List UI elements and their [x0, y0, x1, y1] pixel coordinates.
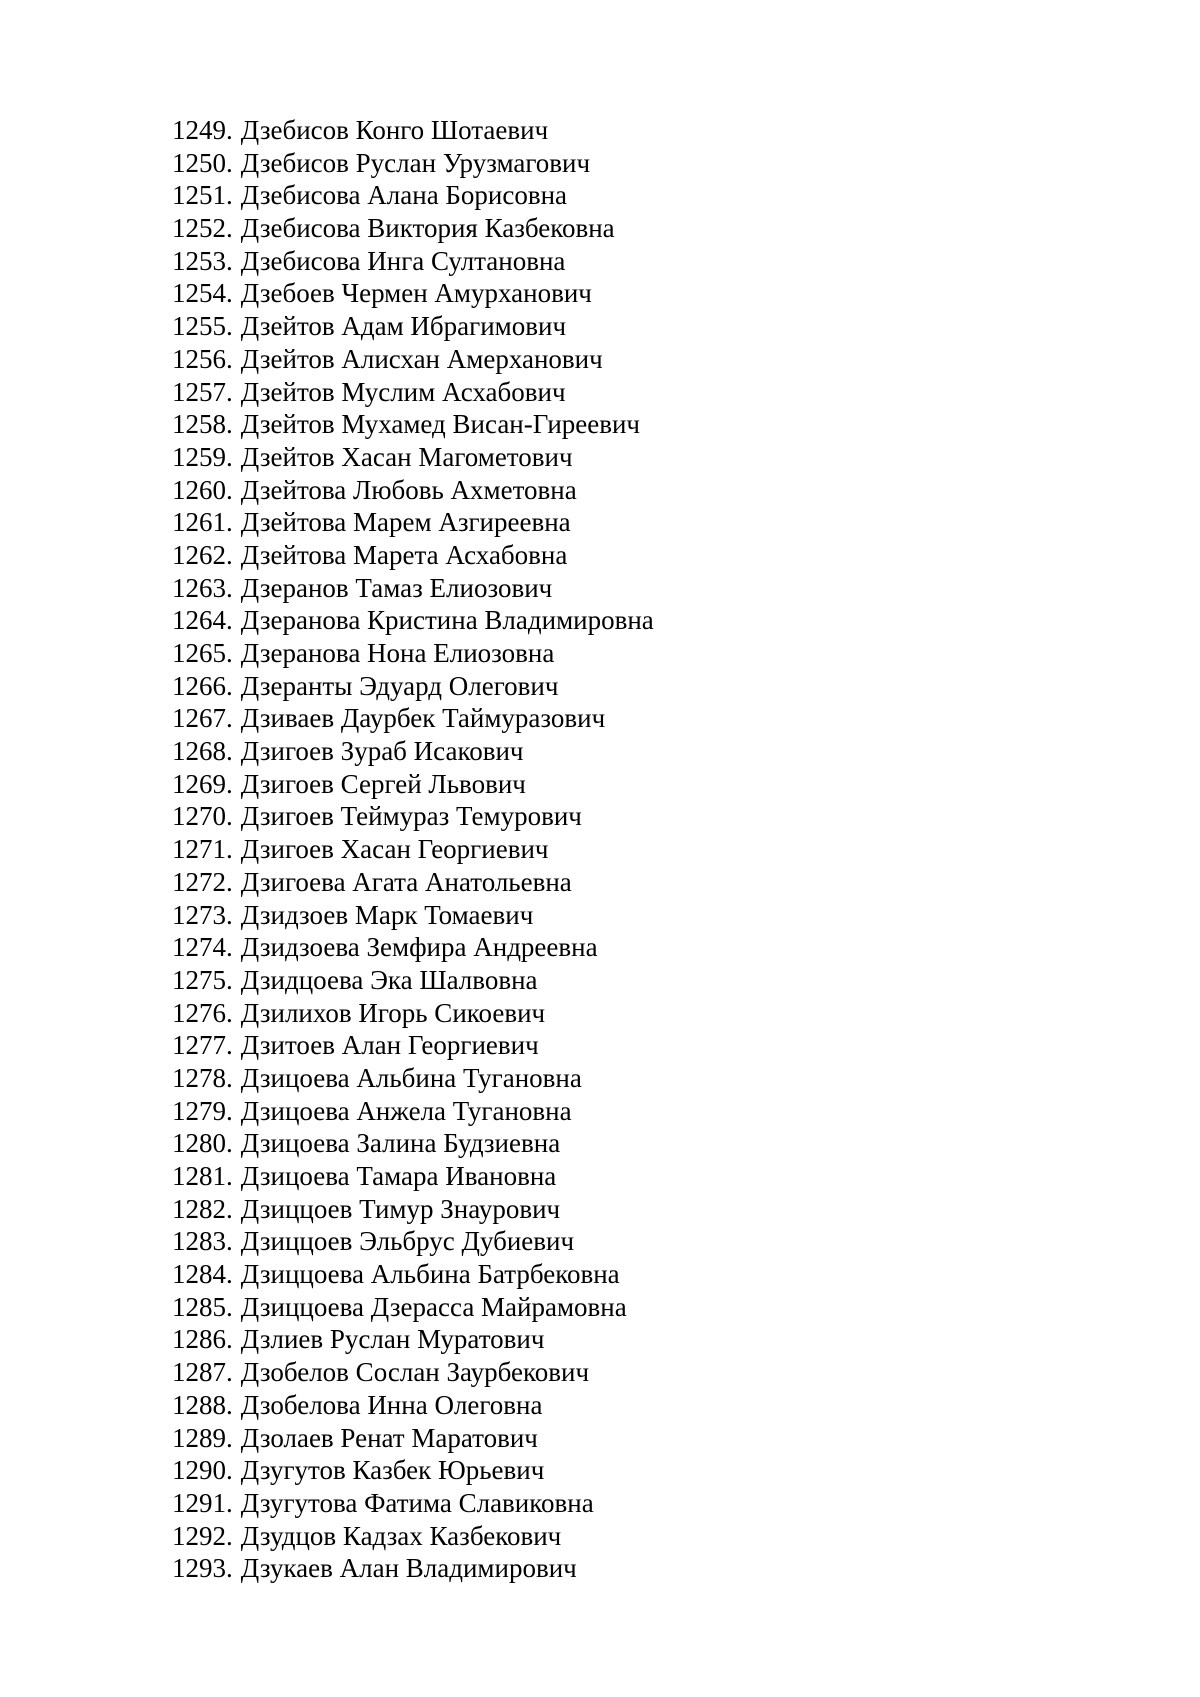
entry-name: Дзицоева Альбина Тугановна: [240, 1062, 582, 1093]
entry-number: 1268.: [172, 736, 233, 767]
entry-number: 1265.: [172, 638, 233, 668]
entry-name: Дзеранова Нона Елиозовна: [240, 638, 555, 668]
entry-name: Дзебисова Алана Борисовна: [240, 180, 568, 211]
entry-name: Дзидзоева Земфира Андреевна: [240, 932, 598, 963]
list-item: [172, 179, 654, 212]
entry-number: 1261.: [172, 507, 233, 538]
list-item: [172, 800, 654, 833]
entry-name: Дзукаев Алан Владимирович: [240, 1553, 577, 1584]
entry-number: 1285.: [172, 1291, 233, 1322]
list-item: [172, 277, 654, 310]
list-item: [172, 1389, 654, 1422]
entry-name: Дзобелова Инна Олеговна: [240, 1389, 543, 1420]
entry-name: Дзигоев Зураб Исакович: [240, 736, 524, 767]
entry-number: 1273.: [172, 899, 233, 930]
entry-number: 1260.: [172, 474, 233, 505]
entry-number: 1284.: [172, 1259, 233, 1290]
entry-name: Дзебисова Виктория Казбековна: [240, 213, 615, 244]
entry-name: Дзейтов Хасан Магометович: [240, 441, 573, 472]
entry-name: Дзейтов Мухамед Висан-Гиреевич: [240, 409, 641, 440]
entry-number: 1269.: [172, 768, 233, 799]
entry-name: Дзугутов Казбек Юрьевич: [240, 1455, 545, 1486]
entry-number: 1250.: [172, 147, 233, 178]
entry-number: 1259.: [172, 441, 233, 472]
entry-name: Дзеранов Тамаз Елиозович: [240, 572, 553, 603]
entry-name: Дзицоева Тамара Ивановна: [240, 1161, 557, 1191]
list-item: [172, 212, 654, 245]
entry-number: 1266.: [172, 670, 233, 701]
list-item: [172, 1160, 654, 1193]
entry-number: 1272.: [172, 866, 233, 897]
entry-number: 1251.: [172, 180, 233, 211]
entry-name: Дзитоев Алан Георгиевич: [240, 1030, 539, 1061]
list-item: [172, 376, 654, 409]
entry-number: 1264.: [172, 605, 233, 636]
entry-name: Дзицоева Анжела Тугановна: [240, 1095, 572, 1126]
entry-number: 1249.: [172, 115, 233, 145]
entry-number: 1279.: [172, 1095, 233, 1126]
entry-number: 1286.: [172, 1324, 233, 1355]
entry-number: 1276.: [172, 997, 233, 1028]
list-item: [172, 1552, 654, 1585]
entry-name: Дзеранова Кристина Владимировна: [240, 605, 654, 636]
list-item: [172, 408, 654, 441]
entry-number: 1282.: [172, 1193, 233, 1224]
entry-name: Дзидцоева Эка Шалвовна: [240, 964, 538, 995]
list-item: [172, 310, 654, 343]
entry-name: Дзейтов Муслим Асхабович: [240, 376, 566, 407]
entry-number: 1262.: [172, 539, 233, 570]
list-item: [172, 1291, 654, 1324]
entry-number: 1277.: [172, 1030, 233, 1061]
entry-number: 1293.: [172, 1553, 233, 1584]
list-item: [172, 637, 654, 670]
entry-name: Дзейтова Любовь Ахметовна: [240, 474, 577, 505]
list-item: [172, 964, 654, 997]
list-item: [172, 833, 654, 866]
entry-name: Дзугутова Фатима Славиковна: [240, 1487, 594, 1518]
entry-name: Дзеранты Эдуард Олегович: [240, 670, 559, 701]
entry-name: Дзейтова Марем Азгиреевна: [240, 507, 571, 538]
list-item: [172, 1062, 654, 1095]
list-item: [172, 539, 654, 572]
entry-number: 1280.: [172, 1128, 233, 1159]
entry-name: Дзейтова Марета Асхабовна: [240, 539, 568, 570]
entry-number: 1275.: [172, 964, 233, 995]
entry-number: 1289.: [172, 1422, 233, 1453]
entry-name: Дзейтов Адам Ибрагимович: [240, 311, 567, 342]
entry-number: 1281.: [172, 1161, 233, 1191]
list-item: [172, 735, 654, 768]
entry-number: 1292.: [172, 1520, 233, 1551]
list-item: [172, 1258, 654, 1291]
list-item: [172, 1225, 654, 1258]
list-item: [172, 1520, 654, 1553]
entry-name: Дзиццоев Эльбрус Дубиевич: [240, 1226, 575, 1257]
entry-number: 1287.: [172, 1357, 233, 1388]
list-item: [172, 147, 654, 180]
list-item: [172, 866, 654, 899]
entry-name: Дзилихов Игорь Сикоевич: [240, 997, 546, 1028]
entry-name: Дзейтов Алисхан Амерханович: [240, 343, 603, 374]
entry-name: Дзигоев Хасан Георгиевич: [240, 834, 549, 865]
entry-number: 1258.: [172, 409, 233, 440]
entry-name: Дзиццоев Тимур Знаурович: [240, 1193, 561, 1224]
entry-number: 1254.: [172, 278, 233, 309]
entry-number: 1278.: [172, 1062, 233, 1093]
list-item: [172, 1422, 654, 1455]
entry-name: Дзиццоева Альбина Батрбековна: [240, 1259, 620, 1290]
entry-name: Дзигоева Агата Анатольевна: [240, 866, 572, 897]
list-item: [172, 931, 654, 964]
list-item: [172, 997, 654, 1030]
entry-name: Дзигоев Теймураз Темурович: [240, 801, 582, 832]
entry-number: 1270.: [172, 801, 233, 832]
entry-number: 1255.: [172, 311, 233, 342]
entry-number: 1271.: [172, 834, 233, 865]
list-item: [172, 343, 654, 376]
list-item: [172, 245, 654, 278]
entry-name: Дзицоева Залина Будзиевна: [240, 1128, 561, 1159]
list-item: [172, 114, 654, 147]
entry-number: 1290.: [172, 1455, 233, 1486]
entry-number: 1291.: [172, 1487, 233, 1518]
entry-name: Дзиццоева Дзерасса Майрамовна: [240, 1291, 627, 1322]
entry-number: 1253.: [172, 245, 233, 276]
entry-name: Дзебоев Чермен Амурханович: [240, 278, 592, 309]
list-item: [172, 670, 654, 703]
entry-number: 1256.: [172, 343, 233, 374]
list-item: [172, 506, 654, 539]
entry-name: Дзолаев Ренат Маратович: [240, 1422, 538, 1453]
entry-number: 1288.: [172, 1389, 233, 1420]
list-item: [172, 1029, 654, 1062]
entry-number: 1274.: [172, 932, 233, 963]
entry-name: Дзиваев Даурбек Таймуразович: [240, 703, 606, 734]
entry-name: Дзидзоев Марк Томаевич: [240, 899, 534, 930]
entry-number: 1257.: [172, 376, 233, 407]
entry-number: 1283.: [172, 1226, 233, 1257]
list-item: [172, 1454, 654, 1487]
entry-name: Дзебисова Инга Султановна: [240, 245, 566, 276]
entry-name: Дзебисов Руслан Урузмагович: [240, 147, 591, 178]
list-item: [172, 1487, 654, 1520]
list-item: [172, 441, 654, 474]
entry-name: Дзлиев Руслан Муратович: [240, 1324, 545, 1355]
entry-name: Дзудцов Кадзах Казбекович: [240, 1520, 562, 1551]
list-item: [172, 1193, 654, 1226]
list-item: [172, 1095, 654, 1128]
list-item: [172, 899, 654, 932]
entry-name: Дзигоев Сергей Львович: [240, 768, 526, 799]
entry-name: Дзебисов Конго Шотаевич: [240, 115, 549, 145]
entry-number: 1267.: [172, 703, 233, 734]
list-item: [172, 572, 654, 605]
entry-number: 1263.: [172, 572, 233, 603]
entry-number: 1252.: [172, 213, 233, 244]
list-item: [172, 768, 654, 801]
name-list: [172, 114, 654, 1585]
list-item: [172, 1356, 654, 1389]
list-item: [172, 1127, 654, 1160]
list-item: [172, 702, 654, 735]
list-item: [172, 1323, 654, 1356]
entry-name: Дзобелов Сослан Заурбекович: [240, 1357, 590, 1388]
list-item: [172, 474, 654, 507]
list-item: [172, 604, 654, 637]
